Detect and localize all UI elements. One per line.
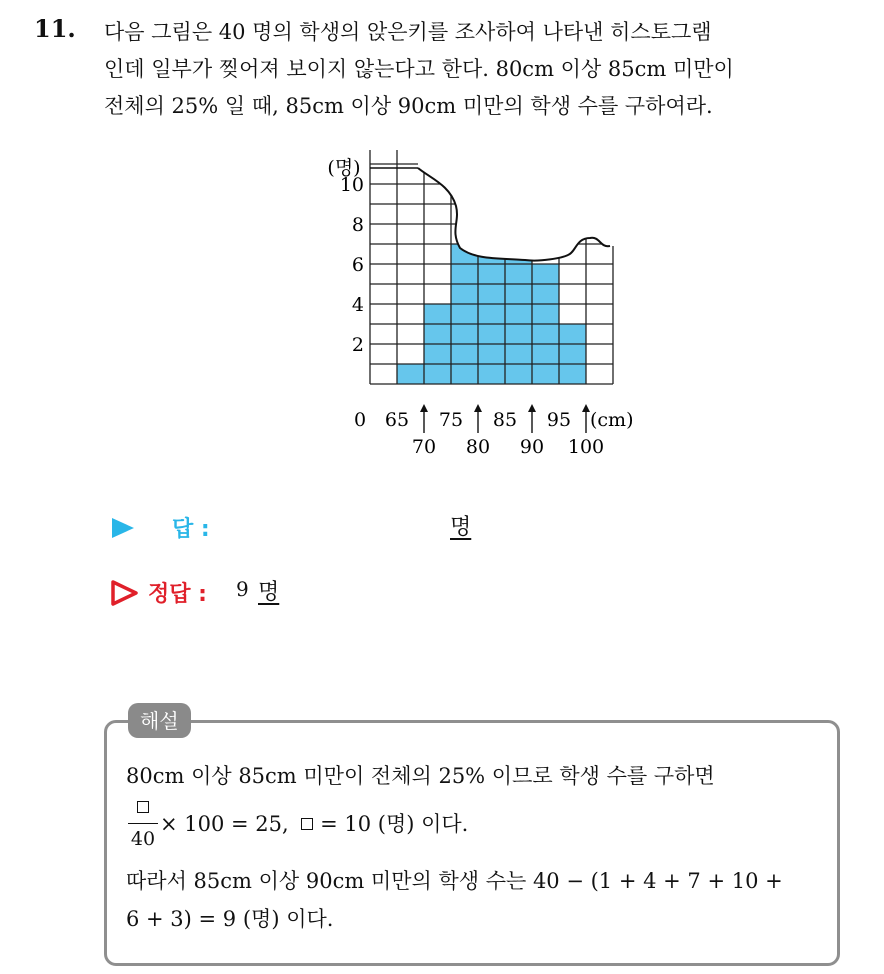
y-tick-label: 4: [351, 294, 364, 316]
blank-box-symbol: [301, 818, 313, 830]
y-axis-label: (명): [327, 157, 361, 179]
solution-unit: 명: [258, 580, 280, 605]
x-tick-label: 75: [438, 409, 464, 431]
y-tick-label: 2: [351, 334, 364, 356]
x-tick-label: 95: [546, 409, 572, 431]
x-tick-label: 80: [465, 436, 491, 458]
fraction: [128, 796, 158, 851]
play-arrow-icon: [110, 516, 136, 540]
fraction-expression: × 100 = 25,: [160, 812, 289, 836]
x-tick-label: 70: [411, 436, 437, 458]
x-tick-arrowhead: [474, 404, 482, 412]
histogram-bar: [451, 244, 478, 384]
x-tick-arrowhead: [582, 404, 590, 412]
histogram-bar: [397, 364, 424, 384]
explanation-line-3: 따라서 85cm 이상 90cm 미만의 학생 수는 40 − (1 + 4 + 7 + 10 +: [126, 869, 783, 893]
y-tick-label: 8: [351, 214, 364, 236]
origin-label: 0: [353, 409, 367, 431]
x-tick-arrowhead: [420, 404, 428, 412]
x-tick-arrowhead: [528, 404, 536, 412]
fraction-result: = 10 (명) 이다.: [320, 812, 469, 836]
question-text: [104, 14, 864, 125]
histogram-chart: [300, 150, 660, 470]
explanation-tag: 해설: [128, 703, 191, 738]
x-tick-label: 65: [384, 409, 410, 431]
blank-box-symbol: [137, 801, 149, 813]
y-tick-label: 6: [351, 254, 364, 276]
answer-label: 답 :: [172, 517, 210, 542]
x-tick-label: 100: [567, 436, 605, 458]
explanation-line-1: 80cm 이상 85cm 미만이 전체의 25% 이므로 학생 수를 구하면: [126, 764, 715, 788]
outline-arrow-icon: [110, 579, 140, 607]
explanation-line-2: [160, 808, 468, 838]
fraction-denominator: 40: [130, 828, 156, 850]
question-line: 다음 그림은 40 명의 학생의 앉은키를 조사하여 나타낸 히스토그램: [104, 20, 712, 44]
question-line: 전체의 25% 일 때, 85cm 이상 90cm 미만의 학생 수를 구하여라.: [104, 94, 713, 118]
solution-label: 정답 :: [148, 582, 207, 607]
histogram-plot-area: [370, 150, 613, 384]
x-tick-label: 90: [519, 436, 545, 458]
explanation-line-4: 6 + 3) = 9 (명) 이다.: [126, 907, 334, 931]
answer-unit: 명: [450, 515, 472, 540]
x-tick-label: 85: [492, 409, 518, 431]
question-line: 인데 일부가 찢어져 보이지 않는다고 한다. 80cm 이상 85cm 미만이: [104, 57, 734, 81]
tear-edge: [418, 168, 610, 261]
histogram-bar: [559, 324, 586, 384]
y-tick-label: 10: [339, 174, 364, 196]
question-number: 11.: [34, 14, 76, 43]
x-axis-label: (cm): [590, 409, 634, 431]
solution-value: 9: [236, 577, 249, 601]
